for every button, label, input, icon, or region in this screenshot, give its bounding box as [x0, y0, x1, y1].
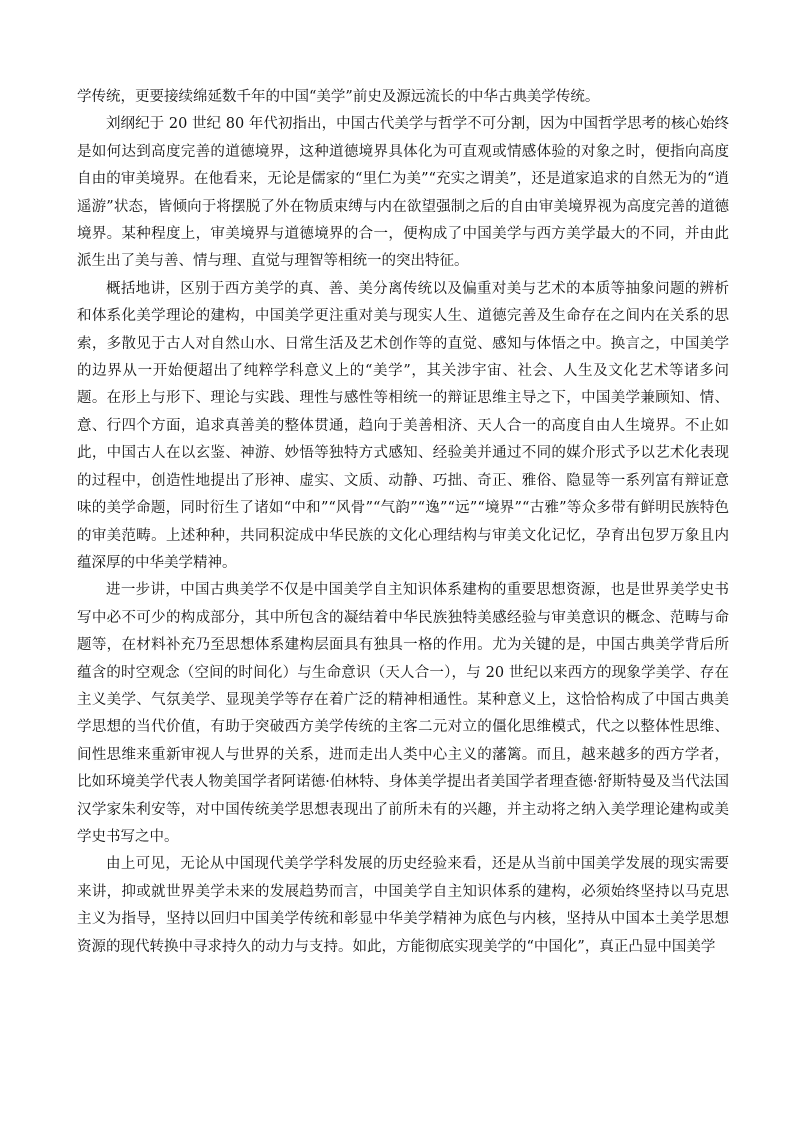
document-body: [77, 84, 729, 961]
paragraph-liu-gangji: 刘纲纪于 20 世纪 80 年代初指出，中国古代美学与哲学不可分割，因为中国哲学思考的核心始终是如何达到高度完善的道德境界，这种道德境界具体化为可直观或情感体验的对象之时，便指向高度自由的审美境界。在他看来，无论是儒家的“里仁为美”“充实之谓美”，还是道家追求的自然无为的“逍遥游”状态，皆倾向于将摆脱了外在物质束缚与内在欲望强制之后的自由审美境界视为高度完善的道德境界。某种程度上，审美境界与道德境界的合一，便构成了中国美学与西方美学最大的不同，并由此派生出了美与善、情与理、直觉与理智等相统一的突出特征。: [77, 116, 729, 270]
paragraph-summary: 概括地讲，区别于西方美学的真、善、美分离传统以及偏重对美与艺术的本质等抽象问题的辨析和体系化美学理论的建构，中国美学更注重对美与现实人生、道德完善及生命存在之间内在关系的思索，多散见于古人对自然山水、日常生活及艺术创作等的直觉、感知与体悟之中。换言之，中国美学的边界从一开始便超出了纯粹学科意义上的“美学”，其关涉宇宙、社会、人生及文化艺术等诸多问题。在形上与形下、理论与实践、理性与感性等相统一的辩证思维主导之下，中国美学兼顾知、情、意、行四个方面，追求真善美的整体贯通，趋向于美善相济、天人合一的高度自由人生境界。不止如此，中国古人在以玄鉴、神游、妙悟等独特方式感知、经验美并通过不同的媒介形式予以艺术化表现的过程中，创造性地提出了形神、虚实、文质、动静、巧拙、奇正、雅俗、隐显等一系列富有辩证意味的美学命题，同时衍生了诸如“中和”“风骨”“气韵”“逸”“远”“境界”“古雅”等众多带有鲜明民族特色的审美范畴。上述种种，共同积淀成中华民族的文化心理结构与审美文化记忆，孕育出包罗万象且内蕴深厚的中华美学精神。: [77, 280, 729, 571]
paragraph-further: 进一步讲，中国古典美学不仅是中国美学自主知识体系建构的重要思想资源，也是世界美学史书写中必不可少的构成部分，其中所包含的凝结着中华民族独特美感经验与审美意识的概念、范畴与命题等，在材料补充乃至思想体系建构层面具有独具一格的作用。尤为关键的是，中国古典美学背后所蕴含的时空观念（空间的时间化）与生命意识（天人合一），与 20 世纪以来西方的现象学美学、存在主义美学、气氛美学、显现美学等存在着广泛的精神相通性。某种意义上，这恰恰构成了中国古典美学思想的当代价值，有助于突破西方美学传统的主客二元对立的僵化思维模式，代之以整体性思维、间性思维来重新审视人与世界的关系，进而走出人类中心主义的藩篱。而且，越来越多的西方学者，比如环境美学代表人物美国学者阿诺德·伯林特、身体美学提出者美国学者理查德·舒斯特曼及当代法国汉学家朱利安等，对中国传统美学思想表现出了前所未有的兴趣，并主动将之纳入美学理论建构或美学史书写之中。: [77, 582, 729, 845]
paragraph-conclusion: 由上可见，无论从中国现代美学学科发展的历史经验来看，还是从当前中国美学发展的现实需要来讲，抑或就世界美学未来的发展趋势而言，中国美学自主知识体系的建构，必须始终坚持以马克思主义为指导，坚持以回归中国美学传统和彰显中华美学精神为底色与内核，坚持从中国本土美学思想资源的现代转换中寻求持久的动力与支持。如此，方能彻底实现美学的“中国化”，真正凸显中国美学: [77, 856, 729, 955]
paragraph-continued: 学传统，更要接续绵延数千年的中国“美学”前史及源远流长的中华古典美学传统。: [77, 89, 600, 105]
